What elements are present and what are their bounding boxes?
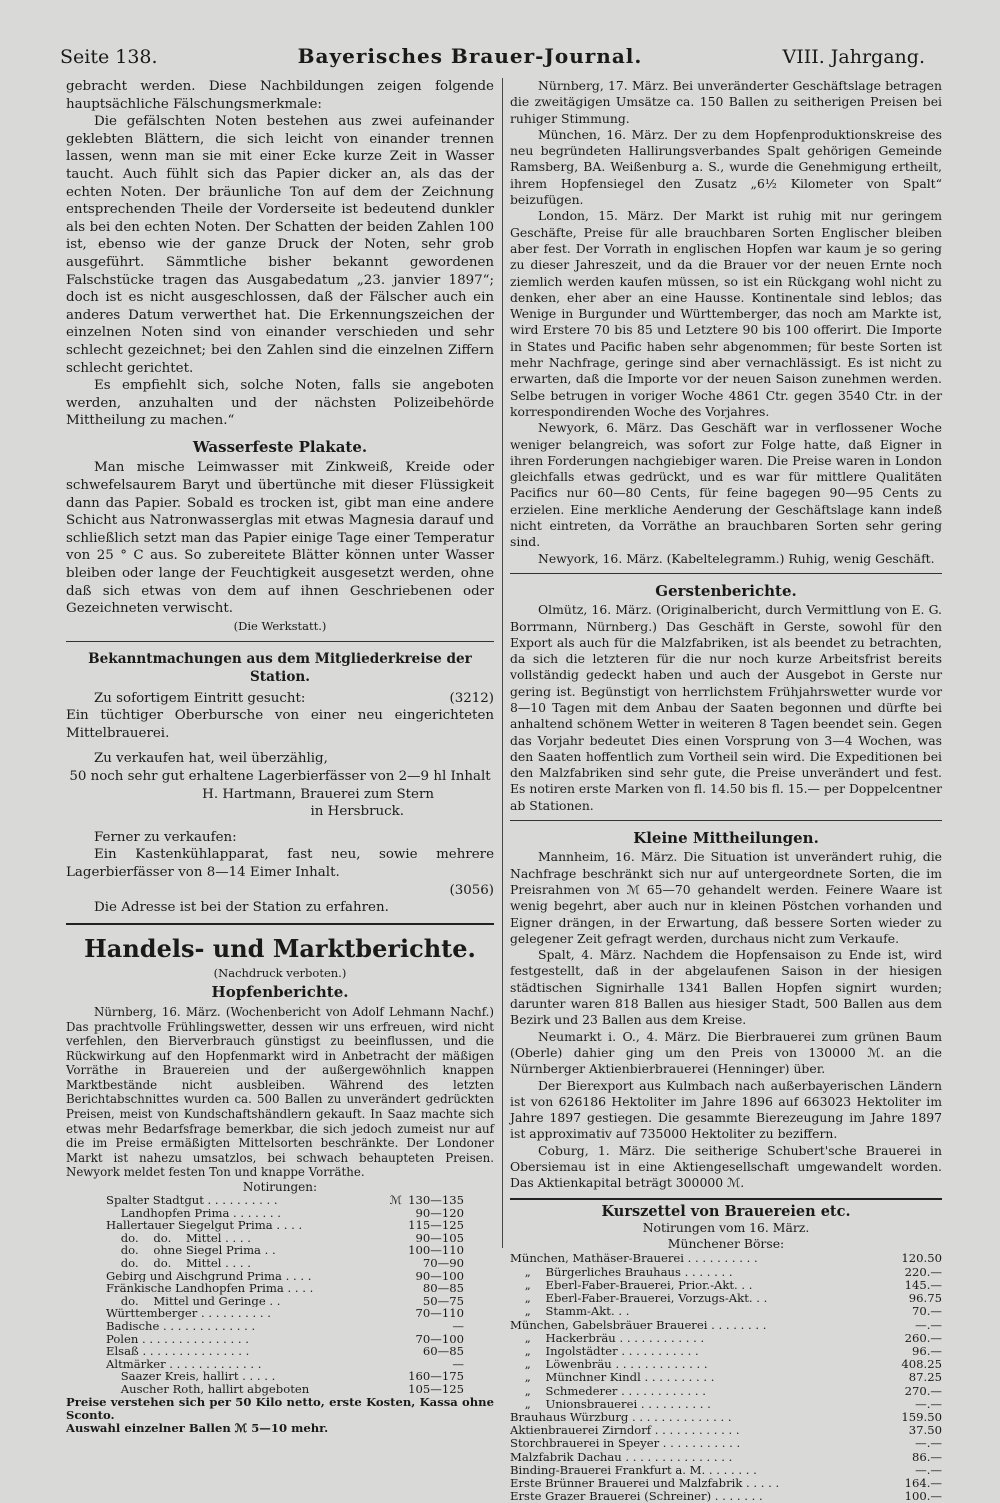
subheading: Notirungen vom 16. März. (642, 1219, 810, 1235)
row-label: do. Mittel und Geringe . . (106, 1294, 281, 1308)
row-value: 70—90 (422, 1256, 464, 1270)
ad-number: (3056) (449, 882, 494, 898)
row-label: Gebirg und Aischgrund Prima . . . . (106, 1269, 312, 1283)
row-label: „ Eberl-Faber-Brauerei, Prior.-Akt. . . (510, 1278, 753, 1292)
row-value: 408.25 (901, 1357, 942, 1372)
section-heading: Kleine Mittheilungen. (633, 829, 819, 848)
row-label: „ Stamm-Akt. . . (510, 1305, 630, 1319)
table-row (510, 1332, 942, 1345)
row-value: — (452, 1318, 464, 1333)
table-row (510, 1464, 942, 1477)
row-label: „ Ingolstädter . . . . . . . . . . . (510, 1344, 699, 1358)
paragraph: London, 15. März. Der Markt ist ruhig mit nur geringem Geschäfte, Preise für alle brauchbaren Sorten Englischer bleiben aber fest. Der Vorrath in englischen Hopfen war kaum je so gering zu dieser Jahreszeit, und da die Brauer vor der neuen Ernte noch ziemlich werden kaufen müssen, so ist ein Rückgang wohl nicht zu denken, eher aber an eine Hausse. Kontinentale sind leblos; das Wenige in Burgunder und Württemberger, das noch am Markte ist, wird Erstere 70 bis 85 und Letztere 90 bis 100 offerirt. Die Importe in States und Pacific haben sehr abgenommen; für beste Sorten ist mehr Nachfrage, geringe sind aber vernachlässigt. Es ist nicht zu erwarten, daß die Importe vor der neuen Saison zunehmen werden. Selbe betrugen in voriger Woche 4861 Ctr. gegen 3540 Ctr. in der korrespondirenden Woche des Vorjahres. (510, 208, 942, 419)
ad-text: in Hersbruck. (310, 804, 404, 820)
table-row (510, 1398, 942, 1411)
row-value: 100—110 (408, 1243, 464, 1258)
row-value: —.— (915, 1462, 942, 1477)
price-table (66, 1194, 494, 1396)
row-label: München, Mathäser-Brauerei . . . . . . . . . . (510, 1252, 758, 1266)
section-heading: Hopfenberichte. (211, 983, 349, 1002)
row-value: 160—175 (408, 1369, 464, 1384)
row-label: Hallertauer Siegelgut Prima . . . . (106, 1219, 303, 1232)
row-value: 145.— (904, 1277, 942, 1292)
row-label: München, Gabelsbräuer Brauerei . . . . . . . . (510, 1318, 767, 1332)
paragraph: Neumarkt i. O., 4. März. Die Bierbrauerei zum grünen Baum (Oberle) dahier ging um den Preis von 130000 ℳ. an die Nürnberger Aktienbierbrauerei (Henninger) über. (510, 1028, 942, 1077)
paragraph: Man mische Leimwasser mit Zinkweiß, Kreide oder schwefelsaurem Baryt und übertünche mit dieser Flüssigkeit dann das Papier. Sobald es trocken ist, gibt man eine andere Schicht aus Natronwasserglas mit etwas Magnesia darauf und schließlich setzt man das Papier einige Tage einer Temperatur von 25 ° C aus. So zubereitete Blätter können unter Wasser bleiben oder lange der Feuchtigkeit ausgesetzt werden, ohne daß sich etwas von dem auf ihnen Geschriebenen oder Gezeichneten verwischt. (66, 460, 494, 617)
divider (66, 923, 494, 925)
row-label: Storchbrauerei in Speyer . . . . . . . . . . . (510, 1437, 741, 1451)
row-label: Spalter Stadtgut . . . . . . . . . . (106, 1194, 278, 1207)
table-row (106, 1257, 464, 1270)
table-row (106, 1219, 464, 1232)
row-label: Erste Grazer Brauerei (Schreiner) . . . . . . . (510, 1490, 763, 1503)
table-row (510, 1279, 942, 1292)
currency: ℳ (389, 1193, 402, 1208)
paragraph: Der Bierexport aus Kulmbach nach außerbayerischen Ländern ist von 626186 Hektoliter im Jahre 1896 auf 663023 Hektoliter im Jahre 1897 gestiegen. Die gesammte Bierezeugung im Jahre 1897 ist approximativ auf 735000 Hektoliter zu beziffern. (510, 1077, 942, 1142)
section-heading: Gerstenberichte. (655, 581, 797, 600)
table-row (106, 1345, 464, 1358)
currency (380, 1345, 402, 1358)
table-row (510, 1451, 942, 1464)
row-label: Binding-Brauerei Frankfurt a. M. . . . . . . . (510, 1463, 757, 1477)
row-value: 37.50 (908, 1423, 942, 1438)
row-value: 130—135 (408, 1193, 464, 1208)
row-label: Saazer Kreis, hallirt . . . . . (106, 1370, 276, 1383)
table-row (510, 1319, 942, 1332)
currency (380, 1244, 402, 1257)
currency (380, 1207, 402, 1220)
ad-number: (3212) (449, 690, 494, 706)
row-value: 164.— (904, 1475, 942, 1490)
row-value: —.— (915, 1396, 942, 1411)
row-label: Brauhaus Würzburg . . . . . . . . . . . . . . (510, 1410, 732, 1424)
currency (380, 1358, 402, 1371)
paragraph: Newyork, 6. März. Das Geschäft war in verflossener Woche weniger belangreich, was sofort zur Folge hatte, daß Eigner in ihren Forderungen nachgiebiger waren. Die Preise waren in London gleichfalls etwas gedrückt, und es war für mittlere Qualitäten Pacifics nur 60—80 Cents, für feine bagegen 90—95 Cents zu erzielen. Eine merkliche Aenderung der Geschäftslage kann indeß nicht eintreten, da Vorräthe an brauchbaren Sorten sehr gering sind. (510, 420, 942, 550)
currency (380, 1320, 402, 1333)
row-label: do. ohne Siegel Prima . . (106, 1244, 276, 1257)
table-row (106, 1383, 464, 1396)
quotes-table (510, 1252, 942, 1503)
currency (380, 1219, 402, 1232)
row-value: 96.75 (908, 1291, 942, 1306)
table-row (106, 1320, 464, 1333)
row-label: „ Unionsbrauerei . . . . . . . . . . (510, 1397, 711, 1411)
currency (380, 1270, 402, 1283)
row-label: Malzfabrik Dachau . . . . . . . . . . . . . . . (510, 1450, 733, 1464)
divider (66, 641, 494, 642)
row-value: 70—100 (415, 1331, 464, 1346)
table-row (106, 1333, 464, 1346)
currency (380, 1282, 402, 1295)
row-value: 220.— (904, 1264, 942, 1279)
row-label: „ Löwenbräu . . . . . . . . . . . . . (510, 1358, 708, 1372)
table-row (510, 1437, 942, 1450)
currency (380, 1307, 402, 1320)
row-label: Fränkische Landhopfen Prima . . . . (106, 1282, 314, 1295)
table-row (510, 1411, 942, 1424)
note: (Nachdruck verboten.) (213, 965, 347, 980)
row-value: 90—105 (415, 1230, 464, 1245)
ad-text: Zu verkaufen hat, weil überzählig, (94, 751, 328, 767)
row-value: 105—125 (408, 1381, 464, 1396)
row-value: 50—75 (422, 1293, 464, 1308)
row-value: 100.— (904, 1489, 942, 1503)
row-label: Polen . . . . . . . . . . . . . . . (106, 1332, 249, 1346)
table-row (510, 1424, 942, 1437)
ad-text: Ein Kastenkühlapparat, fast neu, sowie mehrere Lagerbierfässer von 8—14 Eimer Inhalt. (66, 847, 494, 880)
section-heading: Wasserfeste Plakate. (192, 437, 368, 456)
footnote: Auswahl einzelner Ballen ℳ 5—10 mehr. (66, 1420, 329, 1435)
table-row (106, 1244, 464, 1257)
row-value: 96.— (911, 1343, 942, 1358)
right-column (510, 78, 942, 1503)
table-row (510, 1358, 942, 1371)
row-value: 87.25 (908, 1370, 942, 1385)
paragraph: Coburg, 1. März. Die seitherige Schubert'sche Brauerei in Obersiemau ist in eine Aktiengesellschaft umgewandelt worden. Das Aktienkapital beträgt 300000 ℳ. (510, 1142, 942, 1191)
volume: VIII. Jahrgang. (782, 46, 925, 68)
row-value: 260.— (904, 1330, 942, 1345)
source-note: (Die Werkstatt.) (233, 618, 327, 633)
ad-text: 50 noch sehr gut erhaltene Lagerbierfässer von 2—9 hl Inhalt (69, 768, 491, 784)
row-label: Elsaß . . . . . . . . . . . . . . . (106, 1345, 250, 1358)
subheading: Münchener Börse: (667, 1236, 785, 1252)
table-row (510, 1490, 942, 1503)
row-label: „ Hackerbräu . . . . . . . . . . . . (510, 1331, 705, 1345)
currency (380, 1232, 402, 1245)
table-row (106, 1370, 464, 1383)
paragraph: Es empfiehlt sich, solche Noten, falls sie angeboten werden, anzuhalten und der nächsten Polizeibehörde Mittheilung zu machen.“ (66, 378, 494, 429)
row-label: „ Schmederer . . . . . . . . . . . . (510, 1384, 706, 1398)
column-divider (502, 78, 503, 1248)
page-header (60, 44, 925, 76)
paragraph: Nürnberg, 17. März. Bei unveränderter Geschäftslage betragen die zweitägigen Umsätze ca. 150 Ballen zu seitherigen Preisen bei ruhiger Stimmung. (510, 78, 942, 126)
table-title: Notirungen: (242, 1180, 318, 1195)
row-label: do. do. Mittel . . . . (106, 1231, 251, 1245)
table-row (510, 1345, 942, 1358)
currency (380, 1295, 402, 1308)
row-label: Erste Brünner Brauerei und Malzfabrik . . . . . (510, 1476, 780, 1490)
paragraph: Newyork, 16. März. (Kabeltelegramm.) Ruhig, wenig Geschäft. (538, 550, 935, 566)
section-heading: Bekanntmachungen aus dem Mitgliederkreise der Station. (88, 651, 472, 685)
row-label: Aktienbrauerei Zirndorf . . . . . . . . . . . . (510, 1424, 740, 1438)
journal-title: Bayerisches Brauer-Journal. (297, 44, 643, 68)
ad-text: Ein tüchtiger Oberbursche von einer neu eingerichteten Mittelbrauerei. (66, 708, 494, 741)
intro-text: gebracht werden. Diese Nachbildungen zeigen folgende hauptsächliche Fälschungsmerkmale: (66, 79, 494, 112)
row-label: Auscher Roth, hallirt abgeboten (106, 1382, 310, 1396)
row-label: do. do. Mittel . . . . (106, 1257, 251, 1270)
paragraph: Olmütz, 16. März. (Originalbericht, durch Vermittlung von E. G. Borrmann, Nürnberg.) Das Geschäft in Gerste, sowohl für den Export als auch für die Malzfabriken, ist als beendet zu betrachten, da sich die letzteren für die nur noch kurze Arbeitsfrist bereits vollständig gedeckt haben und auch der Ausgebot in Gerste nur gering ist. Begünstigt von herrlichstem Frühjahrswetter wurde vor 8—10 Tagen mit dem Anbau der Saaten begonnen und dürfte bei anhaltend schönem Wetter in weiteren 8 Tagen beendet sein. Gegen das Vorjahr bedeutet Dies einen Vorsprung von 3—4 Wochen, was den Saaten hoffentlich zum Vortheil sein wird. Die Expeditionen bei den Malzfabriken sind sehr gute, die Preise unverändert und fest. Es notiren erste Marken von fl. 14.50 bis fl. 15.— per Doppelcentner ab Stationen. (510, 602, 942, 813)
row-value: 90—100 (415, 1268, 464, 1283)
currency (380, 1370, 402, 1383)
table-row (510, 1292, 942, 1305)
section-heading: Kurszettel von Brauereien etc. (601, 1202, 851, 1220)
left-column (66, 78, 494, 1435)
row-label: Badische . . . . . . . . . . . . . (106, 1319, 256, 1333)
table-row (510, 1266, 942, 1279)
row-label: Landhopfen Prima . . . . . . . (106, 1206, 281, 1220)
table-row (106, 1270, 464, 1283)
table-row (106, 1307, 464, 1320)
ad-text: H. Hartmann, Brauerei zum Stern (202, 786, 434, 802)
row-value: 80—85 (422, 1281, 464, 1296)
currency (380, 1333, 402, 1346)
table-row (510, 1305, 942, 1318)
stock-quotes-box (510, 1198, 942, 1503)
section-heading: Handels- und Marktberichte. (84, 933, 476, 963)
row-value: 86.— (911, 1449, 942, 1464)
paragraph: Nürnberg, 16. März. (Wochenbericht von Adolf Lehmann Nachf.) Das prachtvolle Frühlingswetter, dessen wir uns erfreuen, wird nicht verfehlen, den Bierverbrauch günstigst zu beeinflussen, und die Rückwirkung auf den Hopfenmarkt wird in Anbetracht der mäßigen Vorräthe in Brauereien und der außergewöhnlich knappen Marktbestände nicht ausbleiben. Während des letzten Berichtabschnittes wurden ca. 500 Ballen zu unverändert gedrückten Preisen, meist von Kundschaftshändlern gekauft. In Saaz machte sich etwas mehr Bedarfsfrage bemerkbar, die sich jedoch zumeist nur auf die im Preise ermäßigten Mittelsorten beschränkte. Der Londoner Markt ist nahezu umsatzlos, bei schwach behaupteten Preisen. Newyork meldet festen Ton und knappe Vorräthe. (66, 1004, 494, 1180)
row-label: „ Bürgerliches Brauhaus . . . . . . . (510, 1265, 733, 1279)
row-value: 70—110 (415, 1306, 464, 1321)
row-value: 90—120 (415, 1205, 464, 1220)
row-value: 270.— (904, 1383, 942, 1398)
paragraph: Die gefälschten Noten bestehen aus zwei aufeinander geklebten Blättern, die sich leicht von einander trennen lassen, wenn man sie mit einer Ecke kurze Zeit in Wasser taucht. Auch fühlt sich das Papier dicker an, als das der echten Noten. Der bräunliche Ton auf dem der Zeichnung entsprechenden Theile der Vorderseite ist bedeutend dunkler als bei den echten Noten. Der Schatten der beiden Zahlen 100 ist, ebenso wie der ganze Druck der Noten, sehr grob ausgeführt. Sämmtliche bisher bekannt gewordenen Falschstücke tragen das Ausgabedatum „23. janvier 1897“; doch ist es nicht ausgeschlossen, daß der Fälscher auch ein anderes Datum verwerthet hat. Die Erkennungszeichen der einzelnen Noten sind von einander verschieden und sehr schlecht gezeichnet; bei den Zahlen sind die einzelnen Ziffern schlecht gerichtet. (66, 114, 494, 376)
row-value: 120.50 (901, 1251, 942, 1266)
ad-text: Zu sofortigem Eintritt gesucht: (94, 690, 306, 706)
page-number: Seite 138. (60, 46, 158, 68)
table-row (510, 1477, 942, 1490)
table-row (510, 1252, 942, 1265)
row-label: Württemberger . . . . . . . . . . (106, 1307, 271, 1320)
footnote: Preise verstehen sich per 50 Kilo netto, erste Kosten, Kassa ohne Sconto. (66, 1394, 494, 1422)
row-value: —.— (915, 1436, 942, 1451)
ad-text: Die Adresse ist bei der Station zu erfahren. (94, 900, 389, 916)
row-value: 60—85 (422, 1344, 464, 1359)
table-row (510, 1385, 942, 1398)
row-value: —.— (915, 1317, 942, 1332)
paragraph: Spalt, 4. März. Nachdem die Hopfensaison zu Ende ist, wird festgestellt, daß in der abgelaufenen Saison in der hiesigen städtischen Signirhalle 1341 Ballen Hopfen signirt wurden; darunter waren 818 Ballen aus hiesiger Stadt, 500 Ballen aus dem Bezirk und 23 Ballen aus dem Kreise. (510, 947, 942, 1028)
row-label: „ Münchner Kindl . . . . . . . . . . (510, 1371, 715, 1385)
row-value: 115—125 (408, 1218, 464, 1233)
ad-text: Ferner zu verkaufen: (94, 829, 237, 845)
currency (380, 1383, 402, 1396)
ad-line (66, 690, 494, 708)
table-row (510, 1371, 942, 1384)
table-row (106, 1282, 464, 1295)
row-label: Altmärker . . . . . . . . . . . . . (106, 1357, 262, 1371)
row-value: 159.50 (901, 1409, 942, 1424)
table-row (106, 1194, 464, 1207)
divider (510, 573, 942, 574)
currency (380, 1257, 402, 1270)
paragraph: Mannheim, 16. März. Die Situation ist unverändert ruhig, die Nachfrage beschränkt sich nur auf untergeordnete Sorten, die im Preisrahmen von ℳ 65—70 gehandelt werden. Feinere Waare ist wenig begehrt, aber auch nur in kleinen Pöstchen vorhanden und Eigner drängen, in der Erwartung, daß bessere Sorten wieder zu gelegener Zeit gefragt werden, durchaus nicht zum Verkaufe. (510, 849, 942, 946)
table-row (106, 1358, 464, 1371)
table-row (106, 1295, 464, 1308)
row-label: „ Eberl-Faber-Brauerei, Vorzugs-Akt. . . (510, 1292, 768, 1306)
paragraph: München, 16. März. Der zu dem Hopfenproduktionskreise des neu begründeten Hallirungsverbandes Spalt gehörigen Gemeinde Ramsberg, BA. Weißenburg a. S., wurde die Genehmigung ertheilt, ihrem Hopfensiegel den Zusatz „6½ Kilometer von Spalt“ beizufügen. (510, 126, 942, 208)
row-value: — (452, 1356, 464, 1371)
divider (510, 820, 942, 821)
row-value: 70.— (911, 1304, 942, 1319)
